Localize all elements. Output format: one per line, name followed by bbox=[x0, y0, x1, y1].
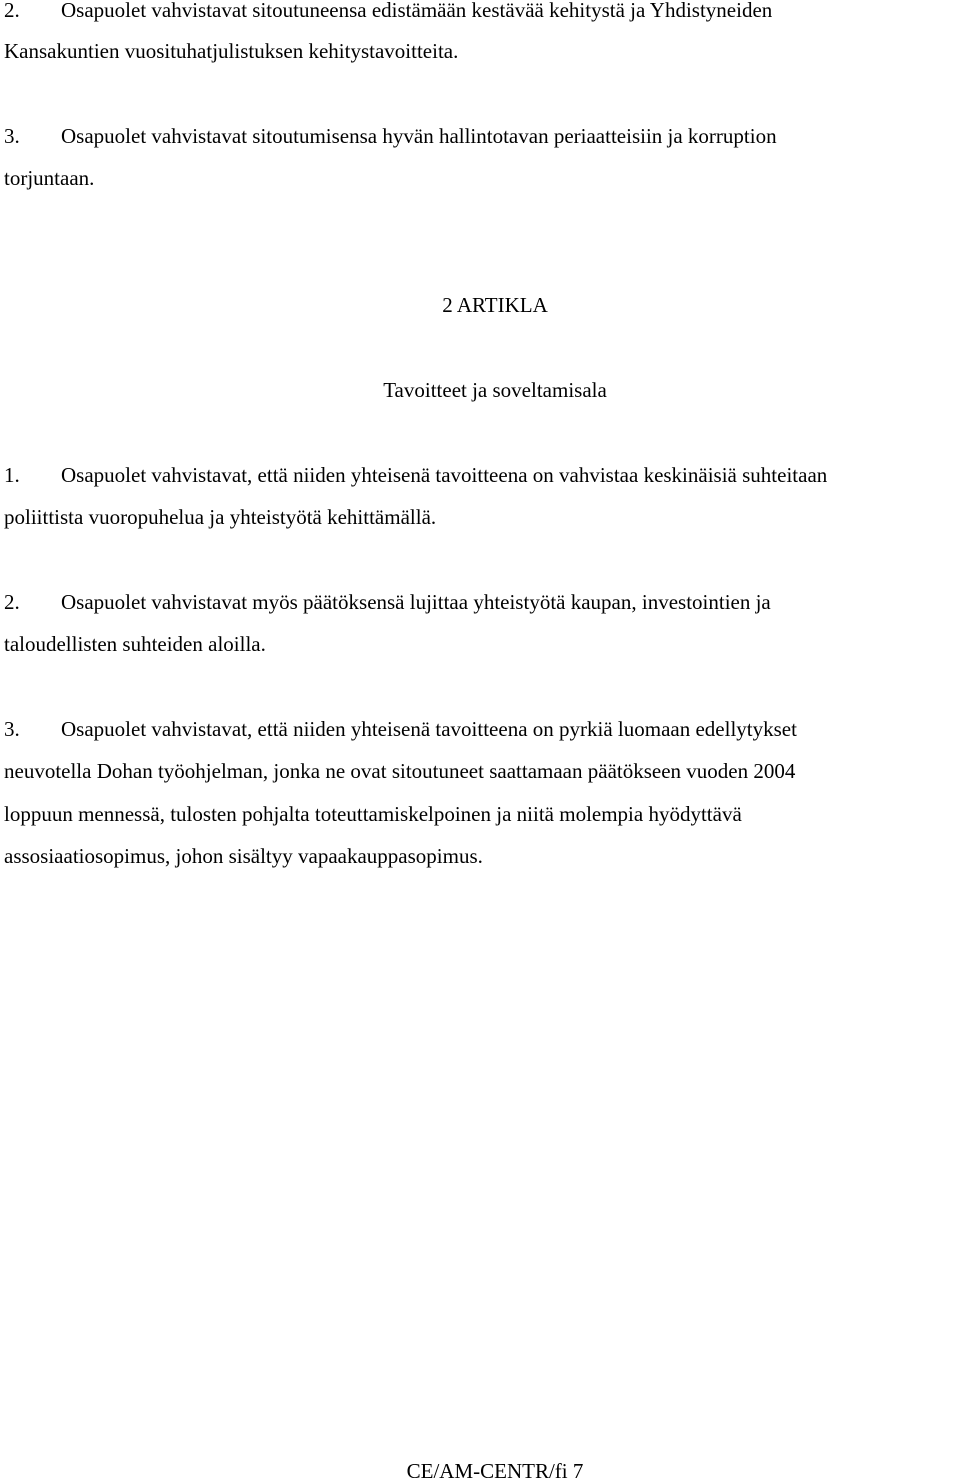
paragraph-line bbox=[4, 759, 795, 783]
paragraph-text: Osapuolet vahvistavat, että niiden yhteisenä tavoitteena on vahvistaa keskinäisiä suhteitaan bbox=[61, 463, 828, 487]
paragraph-text: neuvotella Dohan työohjelman, jonka ne ovat sitoutuneet saattamaan päätökseen vuoden 2004 bbox=[4, 759, 796, 783]
paragraph-line bbox=[4, 802, 742, 826]
paragraph-text: assosiaatiosopimus, johon sisältyy vapaakauppasopimus. bbox=[4, 844, 483, 868]
paragraph-text: Kansakuntien vuosituhatjulistuksen kehitystavoitteita. bbox=[4, 39, 459, 63]
paragraph-text: taloudellisten suhteiden aloilla. bbox=[4, 632, 266, 656]
paragraph-number: 2. bbox=[4, 590, 20, 614]
paragraph-text: Osapuolet vahvistavat sitoutuneensa edistämään kestävää kehitystä ja Yhdistyneiden bbox=[61, 0, 773, 22]
paragraph-text: Osapuolet vahvistavat, että niiden yhteisenä tavoitteena on pyrkiä luomaan edellytykset bbox=[61, 717, 797, 741]
article-subheading: Tavoitteet ja soveltamisala bbox=[383, 378, 607, 402]
paragraph-text: Osapuolet vahvistavat myös päätöksensä lujittaa yhteistyötä kaupan, investointien ja bbox=[61, 590, 771, 614]
paragraph-line bbox=[4, 590, 771, 614]
paragraph-line bbox=[4, 632, 266, 656]
paragraph-number: 2. bbox=[4, 0, 20, 22]
paragraph-text: torjuntaan. bbox=[4, 166, 95, 190]
paragraph-line bbox=[4, 39, 458, 63]
paragraph-line bbox=[4, 166, 94, 190]
paragraph-line bbox=[4, 505, 436, 529]
paragraph-line bbox=[4, 463, 827, 487]
article-heading: 2 ARTIKLA bbox=[442, 293, 548, 317]
paragraph-number: 3. bbox=[4, 124, 20, 148]
paragraph-line bbox=[4, 717, 797, 741]
paragraph-line bbox=[4, 124, 777, 148]
page-footer-reference: CE/AM-CENTR/fi 7 bbox=[406, 1459, 584, 1483]
paragraph-line bbox=[4, 844, 483, 868]
paragraph-text: loppuun mennessä, tulosten pohjalta toteuttamiskelpoinen ja niitä molempia hyödyttävä bbox=[4, 802, 742, 826]
paragraph-number: 3. bbox=[4, 717, 20, 741]
paragraph-number: 1. bbox=[4, 463, 20, 487]
paragraph-text: Osapuolet vahvistavat sitoutumisensa hyvän hallintotavan periaatteisiin ja korruption bbox=[61, 124, 777, 148]
paragraph-line bbox=[4, 0, 772, 22]
paragraph-text: poliittista vuoropuhelua ja yhteistyötä kehittämällä. bbox=[4, 505, 437, 529]
